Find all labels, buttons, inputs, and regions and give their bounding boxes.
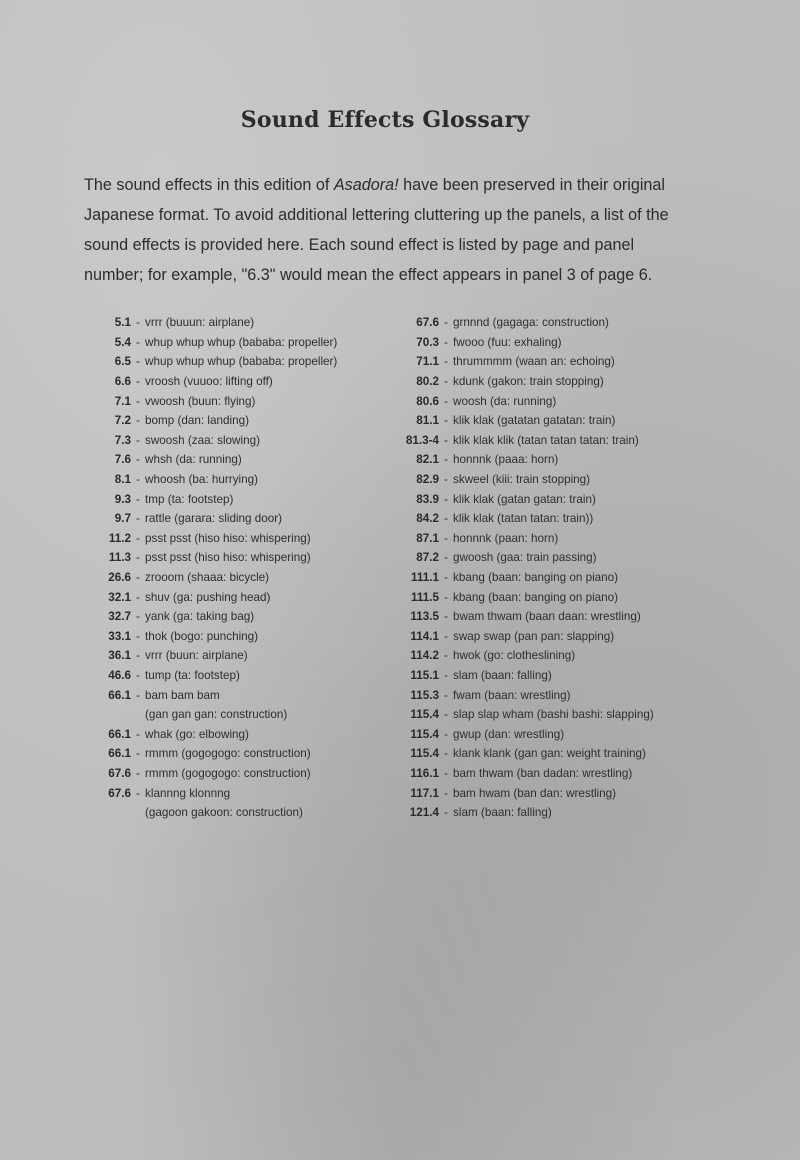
glossary-entry (70, 568, 337, 588)
entry-separator: - (444, 688, 448, 702)
glossary-entry-continuation (70, 803, 337, 823)
entry-separator: - (444, 806, 448, 820)
entry-page-panel: 66.1 (108, 727, 131, 741)
intro-text-before: The sound effects in this edition of (84, 176, 334, 194)
entry-description: rattle (garara: sliding door) (145, 512, 283, 526)
glossary-entry (70, 764, 337, 784)
intro-title-italic: Asadora! (333, 176, 399, 194)
glossary-entry (378, 646, 654, 666)
entry-description: zrooom (shaaa: bicycle) (145, 571, 270, 585)
glossary-entry (378, 372, 654, 392)
entry-page-panel: 11.2 (108, 531, 131, 545)
glossary-entry (378, 529, 654, 549)
entry-page-panel: 71.1 (416, 355, 439, 369)
entry-description: psst psst (hiso hiso: whispering) (145, 551, 311, 565)
entry-page-panel: 113.5 (410, 610, 439, 624)
entry-description: rmmm (gogogogo: construction) (145, 747, 311, 761)
glossary-entry (378, 470, 654, 490)
entry-separator: - (136, 649, 140, 663)
entry-page-panel: 115.4 (410, 727, 439, 741)
entry-page-panel: 66.1 (108, 688, 131, 702)
entry-separator: - (444, 335, 448, 349)
glossary-entry (70, 724, 337, 744)
entry-page-panel: 5.4 (114, 335, 131, 349)
glossary-entry (378, 431, 654, 451)
entry-separator: - (444, 727, 448, 741)
entry-page-panel: 11.3 (108, 551, 131, 565)
entry-separator: - (444, 355, 448, 369)
entry-separator: - (136, 394, 140, 408)
glossary-entry (378, 450, 654, 470)
entry-separator: - (444, 590, 448, 604)
entry-description: swoosh (zaa: slowing) (145, 433, 260, 447)
entry-page-panel: 70.3 (416, 335, 439, 349)
entry-separator: - (444, 492, 448, 506)
glossary-entry (70, 450, 337, 470)
entry-page-panel: 6.5 (114, 355, 131, 369)
entry-separator: - (136, 571, 140, 585)
entry-description: rmmm (gogogogo: construction) (145, 766, 311, 780)
entry-page-panel: 36.1 (108, 649, 131, 663)
entry-description: vrrr (buuun: airplane) (145, 316, 255, 330)
entry-separator: - (136, 786, 140, 800)
entry-page-panel: 66.1 (108, 747, 131, 761)
entry-separator: - (444, 433, 448, 447)
entry-separator: - (136, 335, 140, 349)
entry-description: fwam (baan: wrestling) (453, 688, 571, 702)
glossary-entry (70, 529, 337, 549)
entry-page-panel: 115.4 (410, 708, 439, 722)
glossary-entry (378, 764, 654, 784)
glossary-entry (70, 627, 337, 647)
entry-separator: - (136, 492, 140, 506)
entry-separator: - (444, 414, 448, 428)
intro-text-after: have been preserved in their original Japanese format. To avoid additional lettering cluttering up the panels, a list of the sound effects is provided here. Each sound effect is listed by page and panel number; for example, "6.3" would mean the effect appears in panel 3 of page 6. (84, 176, 669, 284)
entry-page-panel: 116.1 (410, 766, 439, 780)
entry-description: whak (go: elbowing) (145, 727, 249, 741)
entry-page-panel: 9.7 (114, 512, 131, 526)
glossary-entry (378, 411, 654, 431)
entry-page-panel: 67.6 (416, 316, 439, 330)
glossary-entry (378, 568, 654, 588)
entry-description: swap swap (pan pan: slapping) (453, 629, 615, 643)
entry-separator: - (136, 316, 140, 330)
entry-separator: - (136, 512, 140, 526)
entry-separator: - (444, 786, 448, 800)
glossary-entry (70, 685, 337, 705)
glossary-entry (70, 666, 337, 686)
entry-separator: - (444, 708, 448, 722)
entry-description: slam (baan: falling) (453, 668, 552, 682)
glossary-entry (70, 744, 337, 764)
entry-separator: - (444, 473, 448, 487)
entry-description: bomp (dan: landing) (145, 414, 249, 428)
glossary-entry (70, 431, 337, 451)
entry-page-panel: 7.6 (114, 453, 131, 467)
glossary-entry (378, 509, 654, 529)
glossary-entry (70, 313, 337, 333)
glossary-entry (378, 685, 654, 705)
entry-separator: - (444, 453, 448, 467)
entry-page-panel: 32.1 (108, 590, 131, 604)
entry-separator: - (136, 414, 140, 428)
entry-description: shuv (ga: pushing head) (145, 590, 271, 604)
entry-description: skweel (kiii: train stopping) (453, 473, 591, 487)
glossary-entry (378, 627, 654, 647)
glossary-entry (70, 372, 337, 392)
glossary-entry (70, 352, 337, 372)
entry-separator: - (444, 766, 448, 780)
entry-description: whsh (da: running) (145, 453, 242, 467)
entry-page-panel: 9.3 (114, 492, 131, 506)
entry-separator: - (136, 453, 140, 467)
glossary-entry (70, 783, 337, 803)
entry-page-panel: 115.1 (410, 668, 439, 682)
entry-description: whup whup whup (bababa: propeller) (145, 335, 338, 349)
entry-description: bam thwam (ban dadan: wrestling) (453, 766, 633, 780)
entry-page-panel: 32.7 (108, 610, 131, 624)
entry-page-panel: 33.1 (108, 629, 131, 643)
entry-page-panel: 121.4 (409, 806, 439, 820)
glossary-entry (378, 783, 654, 803)
entry-description: bwam thwam (baan daan: wrestling) (453, 610, 641, 624)
entry-separator: - (136, 531, 140, 545)
entry-separator: - (136, 551, 140, 565)
entry-description: bam bam bam (145, 688, 220, 702)
entry-description: kbang (baan: banging on piano) (453, 571, 619, 585)
entry-page-panel: 46.6 (108, 668, 131, 682)
glossary-entry (378, 803, 654, 823)
entry-page-panel: 7.3 (114, 433, 131, 447)
glossary-entry (378, 313, 654, 333)
glossary-entry (378, 333, 654, 353)
entry-description: thrummmm (waan an: echoing) (453, 355, 615, 369)
entry-description: kdunk (gakon: train stopping) (453, 375, 604, 389)
entry-description: vroosh (vuuoo: lifting off) (145, 375, 273, 389)
entry-page-panel: 5.1 (114, 316, 131, 330)
entry-separator: - (136, 590, 140, 604)
entry-separator: - (136, 473, 140, 487)
glossary-entry (70, 646, 337, 666)
entry-separator: - (444, 668, 448, 682)
glossary-entry (378, 607, 654, 627)
entry-separator: - (136, 355, 140, 369)
glossary-entry (70, 489, 337, 509)
entry-page-panel: 111.1 (411, 571, 439, 585)
entry-page-panel: 26.6 (108, 571, 131, 585)
glossary-entry (70, 391, 337, 411)
entry-separator: - (444, 610, 448, 624)
entry-page-panel: 7.2 (114, 414, 131, 428)
entry-description: tump (ta: footstep) (145, 668, 240, 682)
entry-separator: - (444, 531, 448, 545)
intro-paragraph (84, 170, 694, 290)
glossary-right-column (378, 313, 654, 822)
glossary-entry (378, 705, 654, 725)
entry-page-panel: 117.1 (410, 786, 439, 800)
entry-description: bam hwam (ban dan: wrestling) (453, 786, 617, 800)
entry-page-panel: 67.6 (108, 786, 131, 800)
entry-description: vwoosh (buun: flying) (145, 394, 256, 408)
entry-description: psst psst (hiso hiso: whispering) (145, 531, 311, 545)
entry-page-panel: 111.5 (411, 590, 439, 604)
entry-description: slap slap wham (bashi bashi: slapping) (453, 708, 654, 722)
entry-separator: - (136, 433, 140, 447)
entry-separator: - (444, 375, 448, 389)
entry-description: honnnk (paaa: horn) (453, 453, 559, 467)
entry-description: klik klak (tatan tatan: train)) (453, 512, 594, 526)
glossary-entry (70, 587, 337, 607)
glossary-entry (70, 509, 337, 529)
glossary-entry (70, 548, 337, 568)
entry-description: gwup (dan: wrestling) (453, 727, 565, 741)
entry-page-panel: 81.3-4 (405, 433, 439, 447)
glossary-entry (378, 352, 654, 372)
entry-description-continued: (gagoon gakoon: construction) (145, 806, 303, 820)
glossary-entry (378, 744, 654, 764)
entry-page-panel: 81.1 (416, 414, 439, 428)
entry-separator: - (444, 551, 448, 565)
glossary-entry (70, 607, 337, 627)
glossary-entry (70, 470, 337, 490)
entry-separator: - (136, 747, 140, 761)
entry-page-panel: 8.1 (114, 473, 131, 487)
glossary-entry (70, 411, 337, 431)
entry-page-panel: 7.1 (114, 394, 131, 408)
glossary-entry (378, 489, 654, 509)
entry-description: honnnk (paan: horn) (453, 531, 559, 545)
entry-separator: - (444, 512, 448, 526)
glossary-left-column (70, 313, 337, 822)
entry-description: klik klak (gatatan gatatan: train) (453, 414, 616, 428)
entry-separator: - (444, 316, 448, 330)
entry-separator: - (444, 747, 448, 761)
entry-description: yank (ga: taking bag) (145, 610, 255, 624)
entry-page-panel: 80.2 (416, 375, 439, 389)
glossary-entry (378, 391, 654, 411)
entry-separator: - (136, 375, 140, 389)
glossary-entry-continuation (70, 705, 337, 725)
entry-page-panel: 114.1 (410, 629, 439, 643)
entry-separator: - (444, 629, 448, 643)
entry-description: gwoosh (gaa: train passing) (453, 551, 597, 565)
entry-page-panel: 115.4 (410, 747, 439, 761)
entry-page-panel: 115.3 (410, 688, 439, 702)
entry-description: vrrr (buun: airplane) (145, 649, 248, 663)
entry-page-panel: 67.6 (108, 766, 131, 780)
entry-separator: - (136, 727, 140, 741)
entry-description: thok (bogo: punching) (145, 629, 259, 643)
entry-description: fwooo (fuu: exhaling) (453, 335, 562, 349)
glossary-entry (378, 666, 654, 686)
entry-separator: - (444, 571, 448, 585)
entry-description: woosh (da: running) (453, 394, 557, 408)
entry-page-panel: 84.2 (416, 512, 439, 526)
entry-description: kbang (baan: banging on piano) (453, 590, 619, 604)
entry-separator: - (444, 394, 448, 408)
entry-separator: - (136, 688, 140, 702)
entry-separator: - (444, 649, 448, 663)
entry-description: hwok (go: clotheslining) (453, 649, 576, 663)
entry-page-panel: 82.1 (416, 453, 439, 467)
entry-description: slam (baan: falling) (453, 806, 552, 820)
entry-description: grnnnd (gagaga: construction) (453, 316, 609, 330)
entry-description: klik klak (gatan gatan: train) (453, 492, 596, 506)
entry-page-panel: 83.9 (416, 492, 439, 506)
entry-description: whup whup whup (bababa: propeller) (145, 355, 338, 369)
entry-description: whoosh (ba: hurrying) (145, 473, 259, 487)
entry-page-panel: 80.6 (416, 394, 439, 408)
entry-page-panel: 87.1 (416, 531, 439, 545)
glossary-entry (378, 587, 654, 607)
entry-separator: - (136, 610, 140, 624)
entry-description: tmp (ta: footstep) (145, 492, 234, 506)
glossary-entry (378, 548, 654, 568)
entry-description: klik klak klik (tatan tatan tatan: train) (453, 433, 639, 447)
entry-page-panel: 82.9 (416, 473, 439, 487)
entry-page-panel: 6.6 (114, 375, 131, 389)
entry-description: klannng klonnng (145, 786, 231, 800)
glossary-entry (70, 333, 337, 353)
entry-page-panel: 114.2 (410, 649, 439, 663)
entry-separator: - (136, 668, 140, 682)
entry-description-continued: (gan gan gan: construction) (145, 708, 288, 722)
glossary-entry (378, 724, 654, 744)
entry-separator: - (136, 629, 140, 643)
page-title: Sound Effects Glossary (240, 107, 530, 133)
entry-page-panel: 87.2 (416, 551, 439, 565)
entry-separator: - (136, 766, 140, 780)
entry-description: klank klank (gan gan: weight training) (453, 747, 646, 761)
